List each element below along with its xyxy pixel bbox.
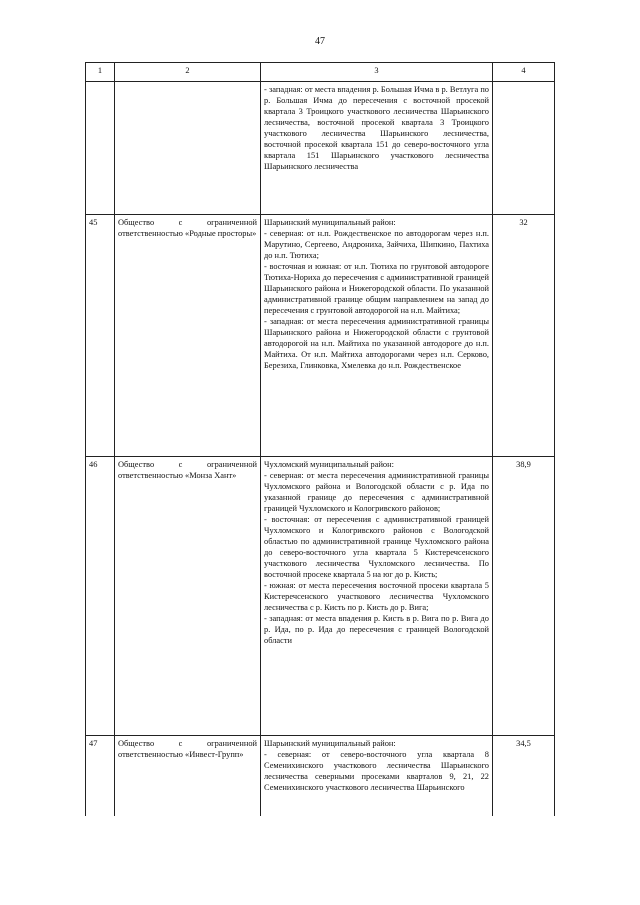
table-header-row [86, 63, 555, 82]
row-description [261, 457, 493, 736]
row-area: 38,9 [493, 457, 555, 736]
header-col-2: 2 [115, 63, 261, 82]
row-number [86, 82, 115, 215]
row-description [261, 82, 493, 215]
description-paragraph: - северная: от места пересечения административной границы Чухломского района и Вологодской области с р. Ида по указанной границе до пересечения с административной границей Чухломского и Кологривского районов; [264, 471, 489, 513]
row-number: 46 [86, 457, 115, 736]
row-description [261, 215, 493, 457]
description-paragraph: - северная: от северо-восточного угла квартала 8 Семенихинского участкового лесничества Шарьинского лесничества северными просеками кварталов 9, 21, 22 Семенихинского участкового лесничества Шарьинского [264, 750, 489, 792]
table-row [86, 457, 555, 736]
row-organization: Общество с ограниченной ответственностью «Инвест-Групп» [115, 736, 261, 817]
row-area: 34,5 [493, 736, 555, 817]
table-row [86, 736, 555, 817]
description-paragraph: Чухломский муниципальный район: [264, 460, 394, 469]
description-paragraph: Шарьинский муниципальный район: [264, 218, 396, 227]
boundaries-table [85, 62, 555, 816]
description-paragraph: - восточная и южная: от н.п. Тютиха по грунтовой автодороге Тютиха-Нориха до пересечения с административной границей Шарьинского района и Нижегородской области. По указанной административной границе общим направлением на запад до пересечения с грунтовой автодорогой на н.п. Майтиха; [264, 262, 489, 315]
description-paragraph: - южная: от места пересечения восточной просеки квартала 5 Кистеречсенского участкового лесничества Чухломского лесничества с р. Кисть по р. Кисть до р. Вига; [264, 581, 489, 612]
header-col-3: 3 [261, 63, 493, 82]
row-organization: Общество с ограниченной ответственностью «Родные просторы» [115, 215, 261, 457]
description-paragraph: - западная: от места впадения р. Большая Ичма в р. Ветлуга по р. Большая Ичма до пересечения с восточной просекой квартала 3 Троицкого участкового лесничества Шарьинского лесничества, восточной просекой квартала 3 Троицкого участкового лесничества Шарьинского лесничества, восточной просекой квартала 151 до северо-восточного угла квартала 151 Шарьинского участкового лесничества Шарьинского лесничества [264, 85, 489, 171]
description-paragraph: - северная: от н.п. Рождественское по автодорогам через н.п. Марутино, Сергеево, Андрониха, Зайчиха, Шипкино, Пахтиха до н.п. Тютиха; [264, 229, 489, 260]
description-paragraph: - западная: от места впадения р. Кисть в р. Вига по р. Вига до р. Ида, по р. Ида до пересечения с границей Вологодской области [264, 614, 489, 645]
table-row [86, 215, 555, 457]
description-paragraph: Шарьинский муниципальный район: [264, 739, 396, 748]
row-area [493, 82, 555, 215]
description-paragraph: - восточная: от пересечения с административной границей Чухломского и Кологривского районов с Вологодской областью по административной границе Чухломского района до северо-восточного угла квартала 5 Кистеречсенского участкового лесничества Чухломского лесничества. По восточной просеке квартала 5 на юг до р. Кисть; [264, 515, 489, 579]
row-description [261, 736, 493, 817]
table-row [86, 82, 555, 215]
description-paragraph: - западная: от места пересечения административной границы Шарьинского района и Нижегородской области с грунтовой автодорогой на н.п. Майтиха по указанной автодороге до н.п. Майтиха. От н.п. Майтиха автодорогами через н.п. Серково, Березиха, Глинковка, Хмелевка до н.п. Рождественское [264, 317, 489, 370]
row-organization [115, 82, 261, 215]
row-number: 47 [86, 736, 115, 817]
header-col-4: 4 [493, 63, 555, 82]
page-number: 47 [315, 36, 325, 47]
row-organization: Общество с ограниченной ответственностью «Монза Хант» [115, 457, 261, 736]
header-col-1: 1 [86, 63, 115, 82]
row-number: 45 [86, 215, 115, 457]
row-area: 32 [493, 215, 555, 457]
